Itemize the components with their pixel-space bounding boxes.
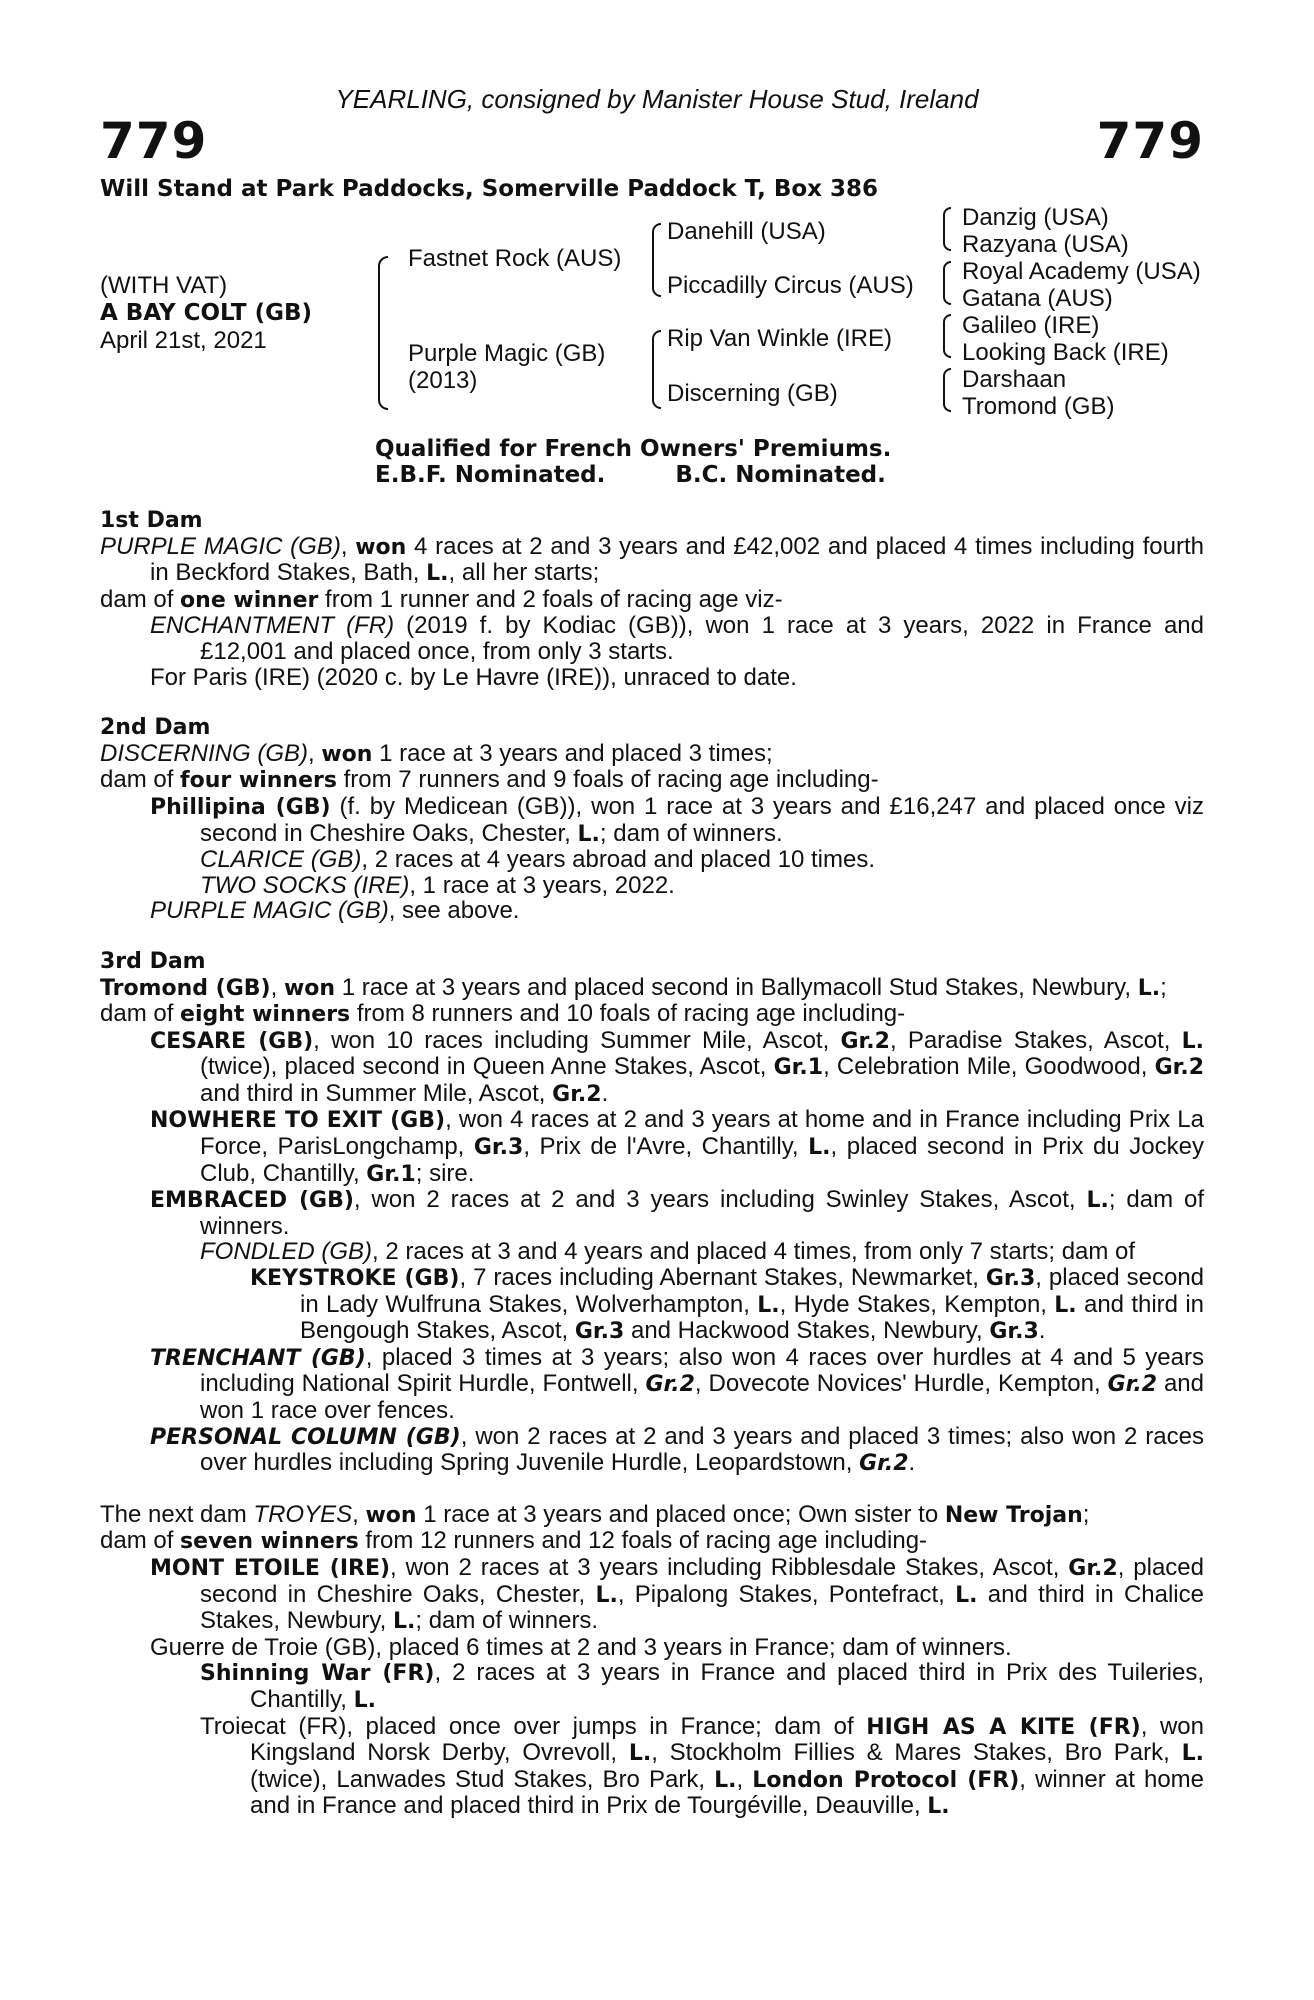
- third-dam-produce: dam of eight winners from 8 runners and 10 foals of racing age including-: [100, 1000, 906, 1028]
- catalogue-body: [100, 508, 1204, 1820]
- dam-dam: Discerning (GB): [667, 380, 838, 407]
- grandsire-3: Galileo (IRE): [962, 312, 1100, 339]
- produce-entry: ENCHANTMENT (FR) (2019 f. by Kodiac (GB)), won 1 race at 3 years, 2022 in France and £12,001 and placed once, from only 3 starts.: [150, 612, 1204, 665]
- first-dam-produce: dam of one winner from 1 runner and 2 foals of racing age viz-: [100, 585, 783, 613]
- second-dam-heading: 2nd Dam: [100, 715, 211, 741]
- produce-entry: TRENCHANT (GB), placed 3 times at 3 years; also won 4 races over hurdles at 4 and 5 years including National Spirit Hurdle, Fontwell, Gr.2, Dovecote Novices' Hurdle, Kempton, Gr.2 and won 1 race over fences.: [150, 1343, 1204, 1424]
- brace: [943, 314, 951, 358]
- stand-location: Will Stand at Park Paddocks, Somerville Paddock T, Box 386: [100, 176, 879, 202]
- produce-entry: FONDLED (GB), 2 races at 3 and 4 years and placed 4 times, from only 7 starts; dam of: [200, 1238, 1136, 1266]
- first-dam-record: PURPLE MAGIC (GB), won 4 races at 2 and 3 years and £42,002 and placed 4 times including fourth in Beckford Stakes, Bath, L., all her starts;: [100, 532, 1204, 587]
- produce-entry: Troiecat (FR), placed once over jumps in France; dam of HIGH AS A KITE (FR), won Kingsland Norsk Derby, Ovrevoll, L., Stockholm Fillies & Mares Stakes, Bro Park, L. (twice), Lanwades Stud Stakes, Bro Park, L., London Protocol (FR), winner at home and in France and placed third in Prix de Tourgéville, Deauville, L.: [200, 1712, 1205, 1820]
- produce-entry: Shinning War (FR), 2 races at 3 years in France and placed third in Prix des Tuileries, Chantilly, L.: [200, 1659, 1204, 1713]
- brace: [378, 256, 388, 410]
- next-dam-record: The next dam TROYES, won 1 race at 3 years and placed once; Own sister to New Trojan;: [100, 1500, 1090, 1528]
- dam-sire: Rip Van Winkle (IRE): [667, 325, 892, 352]
- granddam-2: Gatana (AUS): [962, 285, 1113, 312]
- produce-entry: NOWHERE TO EXIT (GB), won 4 races at 2 and 3 years at home and in France including Prix La Force, ParisLongchamp, Gr.3, Prix de l'Avre, Chantilly, L., placed second in Prix du Jockey Club, Chantilly, Gr.1; sire.: [150, 1106, 1204, 1187]
- grandsire-4: Darshaan: [962, 366, 1067, 393]
- brace: [652, 223, 661, 297]
- sire-name: Fastnet Rock (AUS): [408, 245, 622, 272]
- sire-dam: Piccadilly Circus (AUS): [667, 272, 914, 299]
- brace: [652, 330, 661, 409]
- granddam-3: Looking Back (IRE): [962, 339, 1169, 366]
- third-dam-heading: 3rd Dam: [100, 948, 206, 974]
- produce-entry: For Paris (IRE) (2020 c. by Le Havre (IRE)), unraced to date.: [150, 663, 797, 691]
- next-dam-produce: dam of seven winners from 12 runners and 12 foals of racing age including-: [100, 1527, 928, 1555]
- lot-number-right: 779: [1096, 112, 1204, 170]
- dam-year: (2013): [408, 367, 478, 394]
- produce-entry: TWO SOCKS (IRE), 1 race at 3 years, 2022.: [200, 871, 675, 899]
- dam-name: PURPLE MAGIC (GB): [100, 532, 341, 560]
- produce-entry: CLARICE (GB), 2 races at 4 years abroad and placed 10 times.: [200, 846, 875, 874]
- produce-entry: EMBRACED (GB), won 2 races at 2 and 3 years including Swinley Stakes, Ascot, L.; dam of winners.: [150, 1186, 1204, 1240]
- produce-entry: KEYSTROKE (GB), 7 races including Abernant Stakes, Newmarket, Gr.3, placed second in Lady Wulfruna Stakes, Wolverhampton, L., Hyde Stakes, Kempton, L. and third in Bengough Stakes, Ascot, Gr.3 and Hackwood Stakes, Newbury, Gr.3.: [250, 1264, 1205, 1345]
- granddam-1: Razyana (USA): [962, 231, 1129, 258]
- grandsire-2: Royal Academy (USA): [962, 258, 1201, 285]
- sire-sire: Danehill (USA): [667, 218, 826, 245]
- grandsire-1: Danzig (USA): [962, 204, 1109, 231]
- produce-entry: PERSONAL COLUMN (GB), won 2 races at 2 and 3 years and placed 3 times; also won 2 races over hurdles including Spring Juvenile Hurdle, Leopardstown, Gr.2.: [150, 1422, 1204, 1477]
- nominations: [375, 462, 891, 488]
- brace: [943, 261, 951, 305]
- lot-number-left: 779: [100, 112, 208, 170]
- qualifications: [375, 436, 891, 488]
- produce-entry: Phillipina (GB) (f. by Medicean (GB)), won 1 race at 3 years and £16,247 and placed once viz second in Cheshire Oaks, Chester, L.; dam of winners.: [150, 792, 1205, 847]
- brace: [943, 207, 951, 251]
- produce-entry: Guerre de Troie (GB), placed 6 times at 2 and 3 years in France; dam of winners.: [150, 1633, 1012, 1661]
- foaling-date: April 21st, 2021: [100, 327, 267, 354]
- first-dam-heading: 1st Dam: [100, 508, 203, 533]
- brace: [943, 368, 951, 412]
- ebf-nomination: E.B.F. Nominated.: [375, 462, 606, 488]
- dam-name: Purple Magic (GB): [408, 340, 606, 367]
- vat-note: (WITH VAT): [100, 272, 228, 299]
- horse-name: A BAY COLT (GB): [100, 300, 313, 326]
- bc-nomination: B.C. Nominated.: [675, 462, 886, 488]
- second-dam-produce: dam of four winners from 7 runners and 9 foals of racing age including-: [100, 766, 879, 794]
- produce-entry: PURPLE MAGIC (GB), see above.: [150, 897, 520, 925]
- consignor-line: YEARLING, consigned by Manister House Stud, Ireland: [335, 84, 979, 114]
- french-premiums: Qualified for French Owners' Premiums.: [375, 436, 892, 462]
- second-dam-record: DISCERNING (GB), won 1 race at 3 years and placed 3 times;: [100, 739, 773, 767]
- granddam-4: Tromond (GB): [962, 393, 1115, 420]
- produce-entry: MONT ETOILE (IRE), won 2 races at 3 years including Ribblesdale Stakes, Ascot, Gr.2, placed second in Cheshire Oaks, Chester, L., Pipalong Stakes, Pontefract, L. and third in Chalice Stakes, Newbury, L.; dam of winners.: [150, 1553, 1204, 1635]
- produce-entry: CESARE (GB), won 10 races including Summer Mile, Ascot, Gr.2, Paradise Stakes, Ascot, L. (twice), placed second in Queen Anne Stakes, Ascot, Gr.1, Celebration Mile, Goodwood, Gr.2 and third in Summer Mile, Ascot, Gr.2.: [150, 1026, 1205, 1107]
- third-dam-record: Tromond (GB), won 1 race at 3 years and placed second in Ballymacoll Stud Stakes, Newbury, L.;: [100, 973, 1167, 1001]
